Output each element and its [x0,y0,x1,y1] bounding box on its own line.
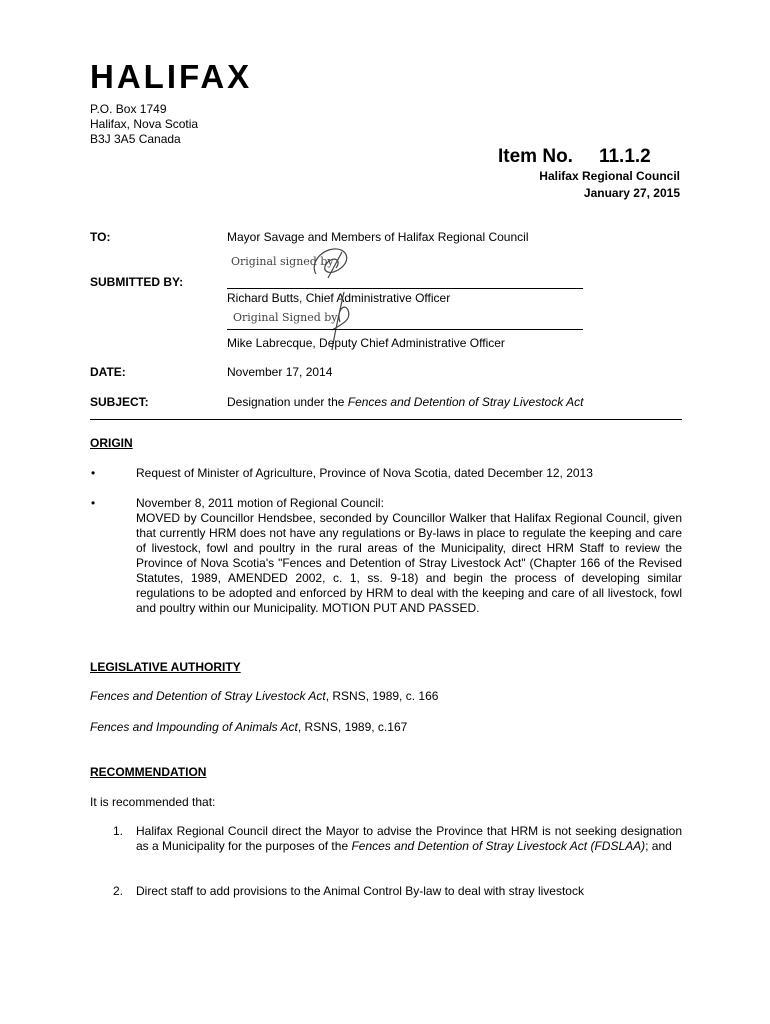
origin-item-1: Request of Minister of Agriculture, Province of Nova Scotia, dated December 12, 2013 [136,466,593,480]
bullet: • [91,466,96,480]
list-number: 2. [113,884,124,898]
act-citation-2 [90,720,407,735]
submitter-1: Richard Butts, Chief Administrative Officer [227,291,451,305]
item-number-heading [498,146,651,168]
date-value: November 17, 2014 [227,365,333,379]
address-line: Halifax, Nova Scotia [90,117,199,131]
to-value: Mayor Savage and Members of Halifax Regional Council [227,230,529,244]
list-number: 1. [113,824,124,838]
subject-act-title: Fences and Detention of Stray Livestock Act [347,395,584,409]
mailing-address [90,102,198,147]
act-title: Fences and Detention of Stray Livestock Act [90,689,326,703]
to-label: TO: [90,230,111,244]
recommendation-text: Halifax Regional Council direct the Mayor to advise the Province that HRM is not seeking designation as a Municipality for the purposes of the [136,824,682,853]
submitted-by-label: SUBMITTED BY: [90,275,184,289]
act-reference: , RSNS, 1989, c.167 [297,720,408,734]
origin-heading: ORIGIN [90,436,133,450]
recommendation-heading: RECOMMENDATION [90,765,207,779]
subject-value [227,395,583,409]
item-number: 11.1.2 [598,146,651,167]
recommendation-1 [136,824,682,854]
council-name: Halifax Regional Council [539,169,680,183]
subject-prefix: Designation under the [227,395,348,409]
motion-text: MOVED by Councillor Hendsbee, seconded by Councillor Walker that Halifax Regional Council, given that currently HRM does not have any regulations or By-laws in place to regulate the keeping and care of livestock, fowl and poultry in the rural areas of the Municipality, direct HRM Staff to review the Province of Nova Scotia's "Fences and Detention of Stray Livestock Act" (Chapter 166 of the Revised Statutes, 1989, AMENDED 2002, c. 1, ss. 9-18) and begin the process of developing similar regulations to be adopted and enforced by HRM to deal with the keeping and care of all livestock, fowl and poultry within our Municipality. MOTION PUT AND PASSED. [136,511,682,615]
bullet: • [91,496,96,510]
act-reference: , RSNS, 1989, c. 166 [325,689,439,703]
legislative-heading: LEGISLATIVE AUTHORITY [90,660,241,674]
submitter-2: Mike Labrecque, Deputy Chief Administrative Officer [227,336,505,350]
address-line: P.O. Box 1749 [90,102,167,116]
motion-date: November 8, 2011 motion of Regional Council: [136,496,384,510]
origin-item-2 [136,496,682,616]
council-block [539,168,680,202]
recommendation-text: ; and [645,839,672,853]
meeting-date: January 27, 2015 [583,186,680,200]
act-citation-1 [90,689,438,704]
act-title: Fences and Detention of Stray Livestock Act (FDSLAA) [351,839,646,853]
act-title: Fences and Impounding of Animals Act [90,720,298,734]
subject-label: SUBJECT: [90,395,149,409]
item-label: Item No. [498,146,573,167]
signature-note: Original signed by [231,255,334,268]
signature-scribble-1 [308,244,358,284]
signature-line [227,329,583,330]
recommendation-2: Direct staff to add provisions to the Animal Control By-law to deal with stray livestock [136,884,584,898]
header-divider [90,419,682,420]
halifax-logo: HALIFAX [90,58,253,95]
address-line: B3J 3A5 Canada [90,132,181,146]
recommendation-intro: It is recommended that: [90,795,216,809]
date-label: DATE: [90,365,126,379]
signature-note: Original Signed by [233,311,338,324]
signature-line [227,288,583,289]
